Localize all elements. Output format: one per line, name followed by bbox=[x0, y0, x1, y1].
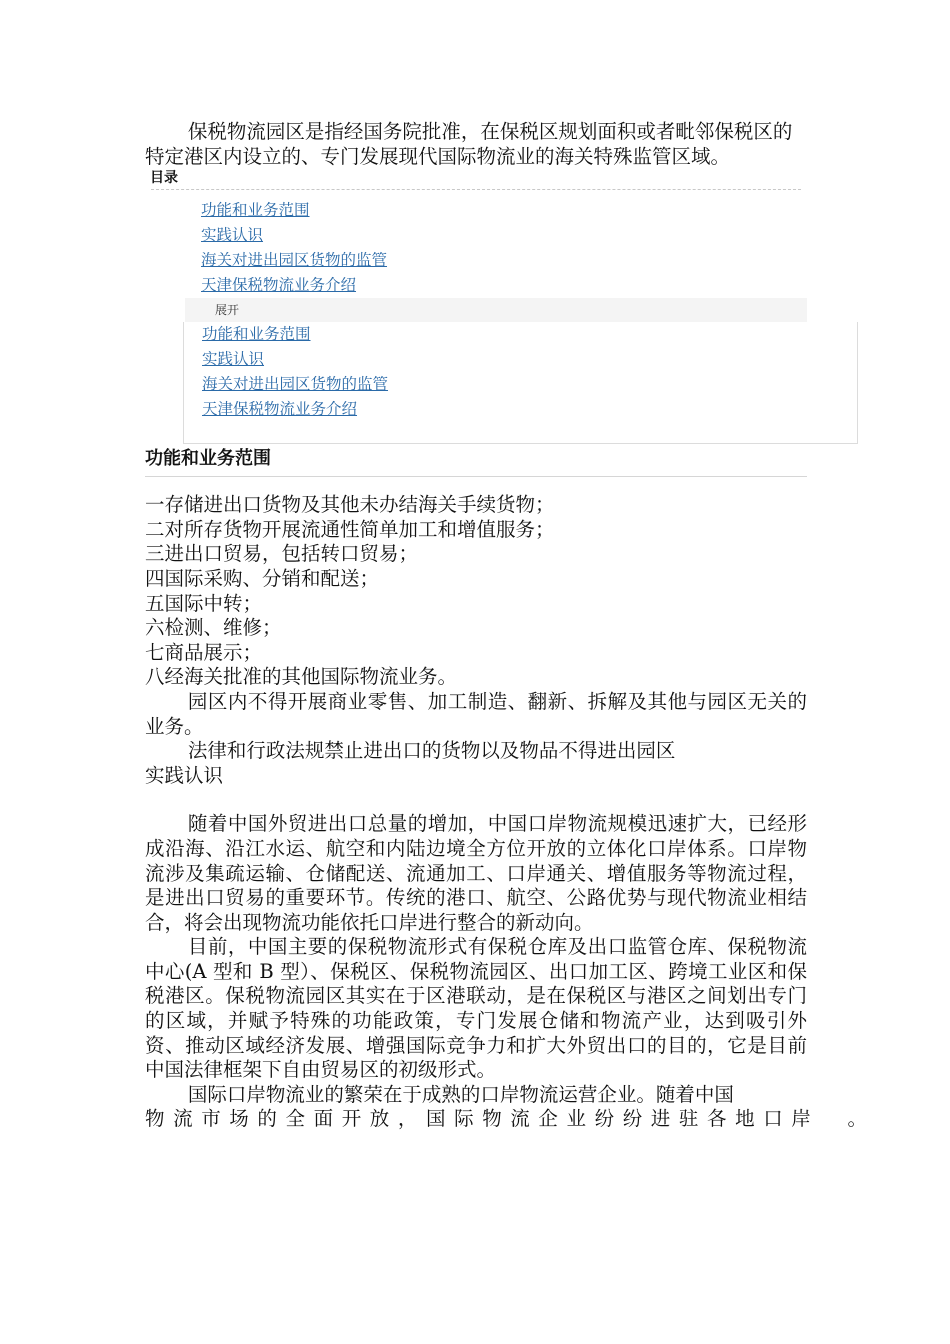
list-item: 四国际采购、分销和配送； bbox=[145, 566, 380, 590]
intro-paragraph: 保税物流园区是指经国务院批准，在保税区规划面积或者毗邻保税区的特定港区内设立的、专门发展现代国际物流业的海关特殊监管区域。 bbox=[145, 120, 793, 168]
practice-paragraph-1: 随着中国外贸进出口总量的增加，中国口岸物流规模迅速扩大，已经形成沿海、沿江水运、航空和内陆边境全方位开放的立体化口岸体系。口岸物流涉及集疏运输、仓储配送、流通加工、口岸通关、增值服务等物流过程，是进出口贸易的重要环节。传统的港口、航空、公路优势与现代物流业相结合，将会出现物流功能依托口岸进行整合的新动向。 bbox=[145, 812, 807, 934]
toc-expanded-panel bbox=[183, 322, 858, 444]
toc-expanded-link-practice[interactable]: 实践认识 bbox=[202, 350, 265, 369]
table-of-contents bbox=[145, 169, 807, 444]
list-item: 七商品展示； bbox=[145, 640, 263, 664]
function-list bbox=[145, 493, 807, 690]
toc-item bbox=[202, 397, 857, 422]
section-heading-practice: 实践认识 bbox=[145, 763, 224, 787]
restriction-paragraph: 园区内不得开展商业零售、加工制造、翻新、拆解及其他与园区无关的业务。 bbox=[145, 689, 807, 738]
prohibition-paragraph: 法律和行政法规禁止进出口的货物以及物品不得进出园区 bbox=[187, 739, 676, 763]
practice-paragraph-3-line-2: 物流市场的全面开放，国际物流企业纷纷进驻各地口岸 。 bbox=[145, 1107, 876, 1131]
toc-expand-button[interactable]: 展开 bbox=[185, 298, 807, 322]
practice-paragraph-3-line-1: 国际口岸物流业的繁荣在于成熟的口岸物流运营企业。随着中国 bbox=[187, 1082, 734, 1106]
toc-link-practice[interactable]: 实践认识 bbox=[201, 226, 264, 245]
blank-line bbox=[145, 788, 807, 812]
toc-expanded-list bbox=[184, 322, 857, 422]
list-item: 三进出口贸易，包括转口贸易； bbox=[145, 542, 419, 566]
section-divider bbox=[145, 476, 807, 477]
section-heading-functions: 功能和业务范围 bbox=[145, 448, 271, 470]
toc-title: 目录 bbox=[150, 170, 178, 187]
toc-item bbox=[201, 198, 807, 223]
list-item: 八经海关批准的其他国际物流业务。 bbox=[145, 665, 458, 689]
toc-expanded-link-tianjin[interactable]: 天津保税物流业务介绍 bbox=[202, 400, 358, 419]
toc-item bbox=[201, 223, 807, 248]
toc-item bbox=[202, 347, 857, 372]
list-item: 六检测、维修； bbox=[145, 616, 282, 640]
toc-item bbox=[202, 372, 857, 397]
toc-item bbox=[202, 322, 857, 347]
toc-list bbox=[145, 198, 807, 298]
practice-paragraph-2: 目前，中国主要的保税物流形式有保税仓库及出口监管仓库、保税物流中心(A 型和 B 型）、保税区、保税物流园区、出口加工区、跨境工业区和保税港区。保税物流园区其实在于区港联动，是在保税区与港区之间划出专门的区域，并赋予特殊的功能政策，专门发展仓储和物流产业，达到吸引外资、推动区域经济发展、增强国际竞争力和扩大外贸出口的目的，它是目前中国法律框架下自由贸易区的初级形式。 bbox=[145, 935, 807, 1082]
toc-item bbox=[201, 273, 807, 298]
toc-link-functions[interactable]: 功能和业务范围 bbox=[201, 201, 310, 220]
toc-expanded-link-functions[interactable]: 功能和业务范围 bbox=[202, 325, 311, 344]
list-item: 二对所存货物开展流通性简单加工和增值服务； bbox=[145, 517, 555, 541]
toc-link-customs[interactable]: 海关对进出园区货物的监管 bbox=[201, 251, 388, 270]
list-item: 五国际中转； bbox=[145, 591, 263, 615]
toc-item bbox=[201, 248, 807, 273]
toc-expanded-link-customs[interactable]: 海关对进出园区货物的监管 bbox=[202, 375, 389, 394]
document-page bbox=[145, 120, 876, 1132]
toc-divider bbox=[151, 189, 801, 190]
list-item: 一存储进出口货物及其他未办结海关手续货物； bbox=[145, 493, 555, 517]
toc-link-tianjin[interactable]: 天津保税物流业务介绍 bbox=[201, 276, 357, 295]
